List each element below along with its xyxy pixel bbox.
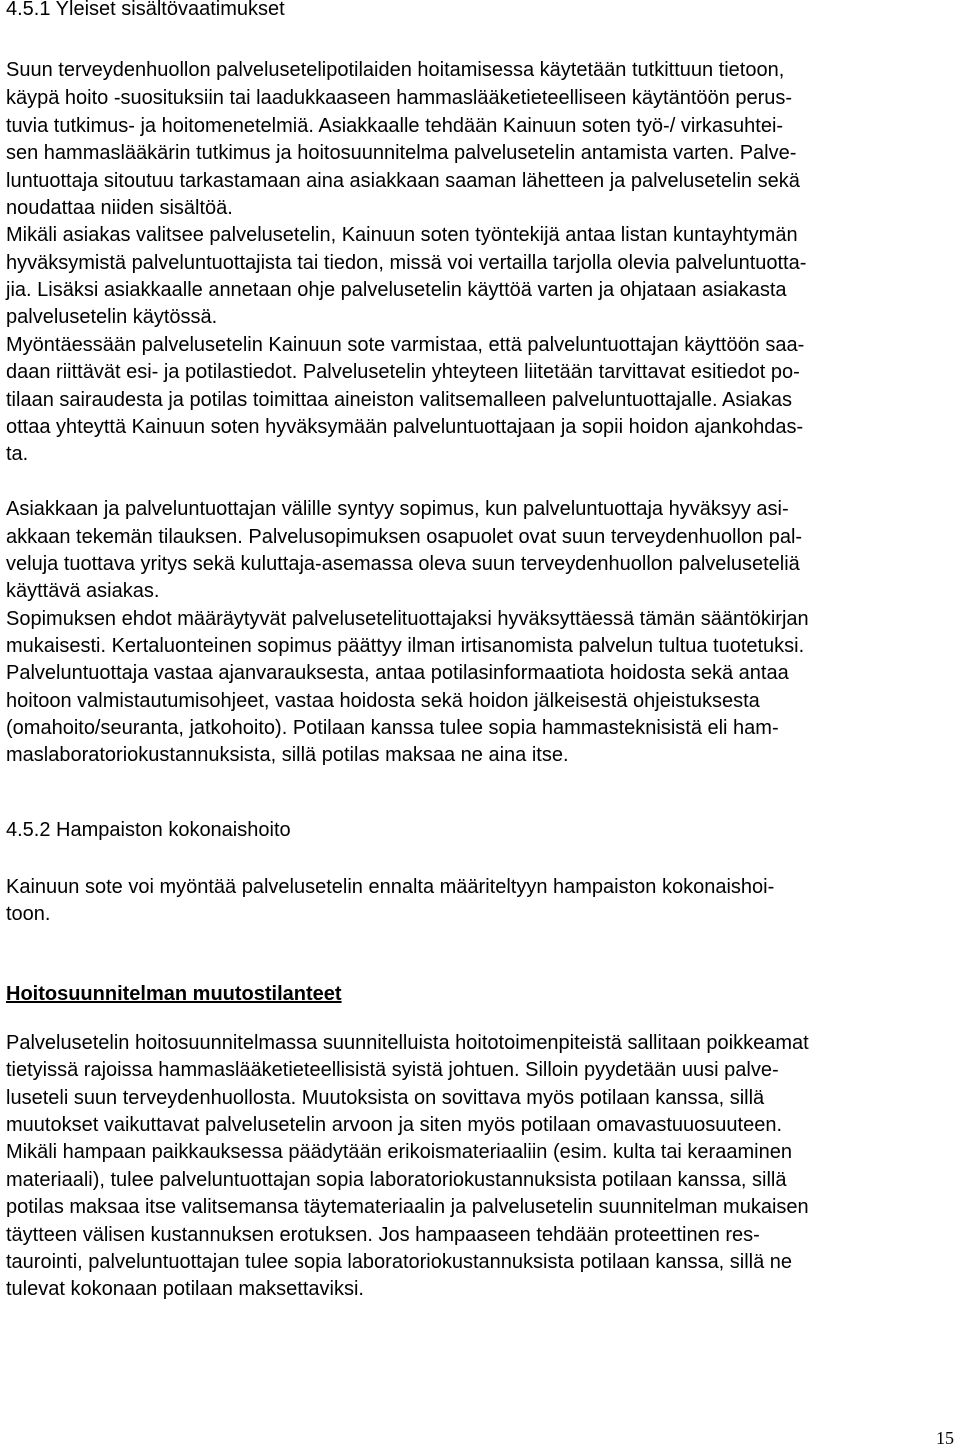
text-line: materiaali), tulee palveluntuottajan sopia laboratoriokustannuksista potilaan kanssa, sillä (6, 1169, 787, 1191)
text-line: (omahoito/seuranta, jatkohoito). Potilaan kanssa tulee sopia hammasteknisistä eli ham- (6, 717, 779, 739)
text-line: Myöntäessään palvelusetelin Kainuun sote varmistaa, että palveluntuottajan käyttöön saa- (6, 334, 805, 356)
text-line: Kainuun sote voi myöntää palvelusetelin ennalta määriteltyyn hampaiston kokonaishoi- (6, 876, 775, 898)
text-line: tulevat kokonaan potilaan maksettaviksi. (6, 1278, 364, 1300)
text-line: mukaisesti. Kertaluonteinen sopimus päättyy ilman irtisanomista palvelun tultua tuotetuksi. (6, 635, 805, 657)
subheading-hoitosuunnitelman-muutostilanteet: Hoitosuunnitelman muutostilanteet (6, 983, 342, 1005)
text-line: Sopimuksen ehdot määräytyvät palvelusetelituottajaksi hyväksyttäessä tämän sääntökirjan (6, 608, 809, 630)
text-line: sen hammaslääkärin tutkimus ja hoitosuunnitelma palvelusetelin antamista varten. Palve- (6, 142, 797, 164)
text-line: tietyissä rajoissa hammaslääketieteellisistä syistä johtuen. Silloin pyydetään uusi palve- (6, 1059, 779, 1081)
text-line: daan riittävät esi- ja potilastiedot. Palvelusetelin yhteyteen liitetään tarvittavat esitiedot po- (6, 361, 800, 383)
text-line: taurointi, palveluntuottajan tulee sopia laboratoriokustannuksista potilaan kanssa, sillä ne (6, 1251, 793, 1273)
section-heading-4-5-2: 4.5.2 Hampaiston kokonaishoito (6, 819, 291, 841)
text-line: luseteli suun terveydenhuollosta. Muutoksista on sovittava myös potilaan kanssa, sillä (6, 1087, 765, 1109)
text-line: muutokset vaikuttavat palvelusetelin arvoon ja siten myös potilaan omavastuuosuuteen. (6, 1114, 783, 1136)
text-line: täytteen välisen kustannuksen erotuksen. Jos hampaaseen tehdään proteettinen res- (6, 1224, 760, 1246)
section-heading-4-5-1: 4.5.1 Yleiset sisältövaatimukset (6, 0, 285, 20)
text-line: käyttävä asiakas. (6, 580, 160, 602)
text-line: Palvelusetelin hoitosuunnitelmassa suunnitelluista hoitotoimenpiteistä sallitaan poikkeamat (6, 1032, 809, 1054)
text-line: toon. (6, 903, 51, 925)
text-line: Mikäli hampaan paikkauksessa päädytään erikoismateriaaliin (esim. kulta tai keraaminen (6, 1141, 792, 1163)
text-line: hoitoon valmistautumisohjeet, vastaa hoidosta sekä hoidon jälkeisestä ohjeistuksesta (6, 690, 760, 712)
text-line: ta. (6, 443, 29, 465)
text-line: ottaa yhteyttä Kainuun soten hyväksymään palveluntuottajaan ja sopii hoidon ajankohdas- (6, 416, 804, 438)
text-line: potilas maksaa itse valitsemansa täytemateriaalin ja palvelusetelin suunnitelman mukaisen (6, 1196, 809, 1218)
text-line: Suun terveydenhuollon palvelusetelipotilaiden hoitamisessa käytetään tutkittuun tietoon, (6, 59, 785, 81)
page-number: 15 (936, 1428, 954, 1448)
text-line: veluja tuottava yritys sekä kuluttaja-asemassa oleva suun terveydenhuollon palveluseteliä (6, 553, 800, 575)
text-line: käypä hoito -suosituksiin tai laadukkaaseen hammaslääketieteelliseen käytäntöön perus- (6, 87, 793, 109)
text-line: noudattaa niiden sisältöä. (6, 197, 233, 219)
text-line: luntuottaja sitoutuu tarkastamaan aina asiakkaan saaman lähetteen ja palvelusetelin sekä (6, 170, 800, 192)
text-line: tilaan sairaudesta ja potilas toimittaa aineiston valitsemalleen palveluntuottajalle. Asiakas (6, 389, 793, 411)
text-line: hyväksymistä palveluntuottajista tai tiedon, missä voi vertailla tarjolla olevia palveluntuotta- (6, 252, 807, 274)
text-line: palvelusetelin käytössä. (6, 306, 218, 328)
text-line: tuvia tutkimus- ja hoitomenetelmiä. Asiakkaalle tehdään Kainuun soten työ-/ virkasuhtei- (6, 115, 784, 137)
text-line: jia. Lisäksi asiakkaalle annetaan ohje palvelusetelin käyttöä varten ja ohjataan asiakasta (6, 279, 787, 301)
text-line: akkaan tekemän tilauksen. Palvelusopimuksen osapuolet ovat suun terveydenhuollon pal- (6, 526, 803, 548)
text-line: maslaboratoriokustannuksista, sillä potilas maksaa ne aina itse. (6, 744, 569, 766)
text-line: Asiakkaan ja palveluntuottajan välille syntyy sopimus, kun palveluntuottaja hyväksyy asi- (6, 498, 789, 520)
text-line: Mikäli asiakas valitsee palvelusetelin, Kainuun soten työntekijä antaa listan kuntayhtymän (6, 224, 798, 246)
text-line: Palveluntuottaja vastaa ajanvarauksesta, antaa potilasinformaatiota hoidosta sekä antaa (6, 662, 789, 684)
